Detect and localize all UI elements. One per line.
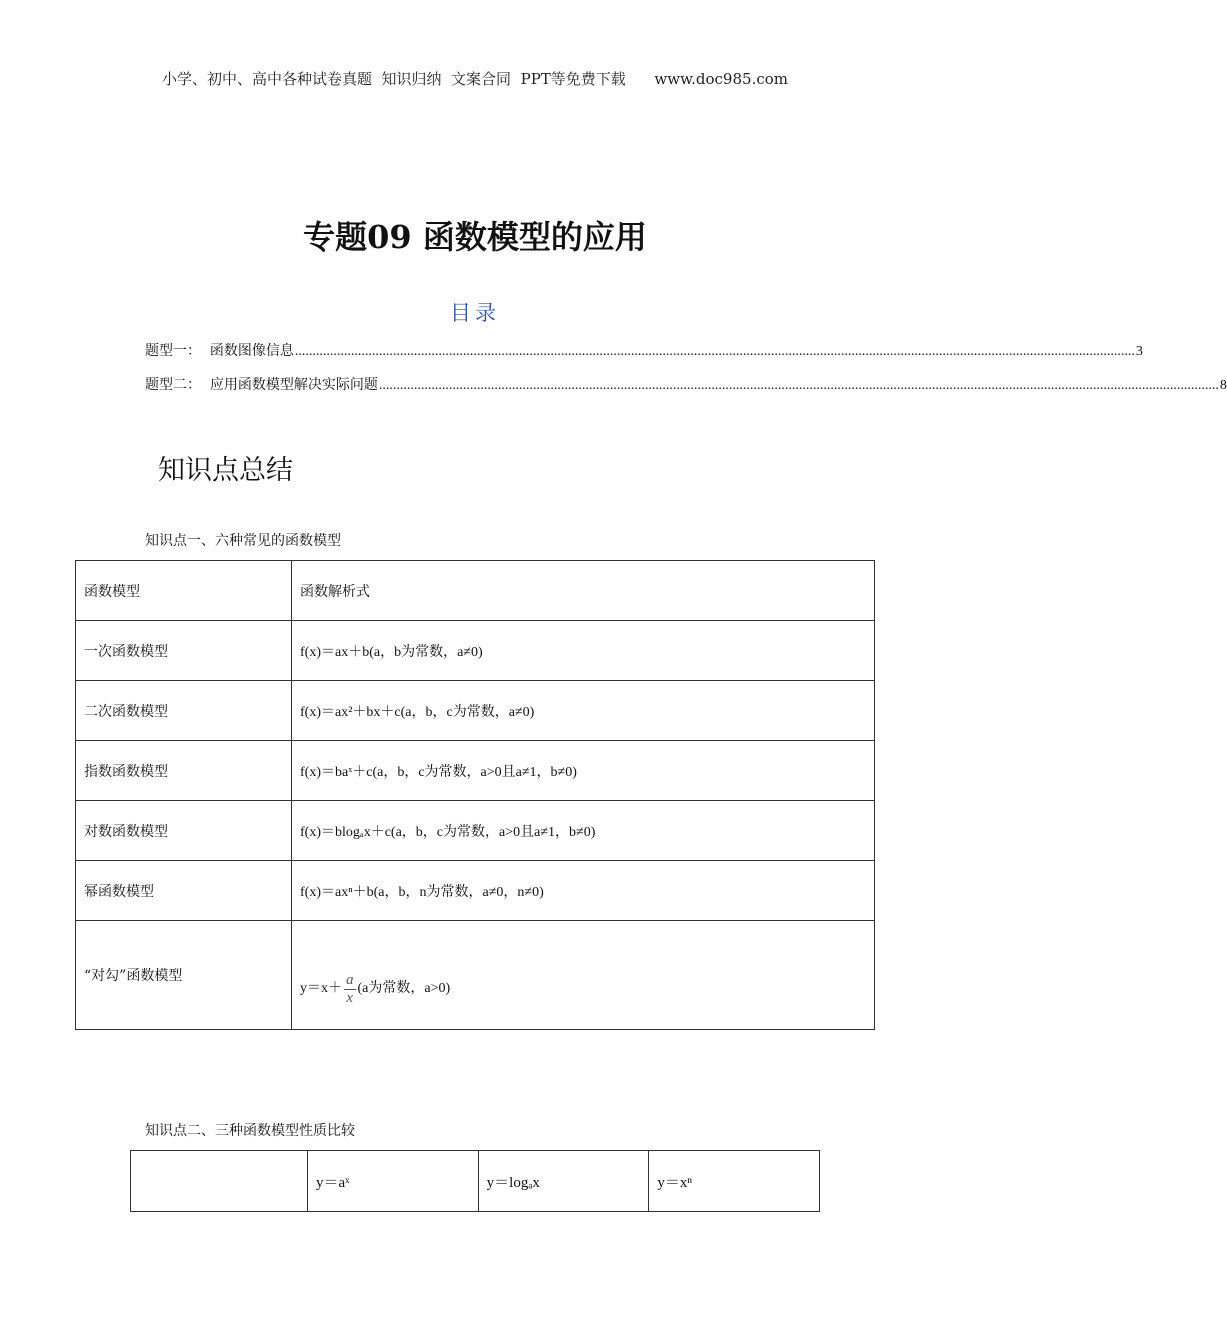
header-cell-exponential: y＝aˣ (308, 1151, 479, 1212)
model-cell: 对数函数模型 (76, 801, 292, 861)
toc-heading: 目录 (450, 301, 500, 325)
toc-item-label: 题型二： 应用函数模型解决实际问题 (145, 377, 378, 393)
header-cell: 函数模型 (76, 561, 292, 621)
formula-prefix: y＝x＋ (300, 981, 342, 997)
fraction-denominator: x (346, 989, 354, 1006)
table-header-row (131, 1151, 820, 1212)
toc-item-page: 8 (1219, 378, 1227, 393)
kp1-title: 知识点一、六种常见的函数模型 (145, 533, 341, 549)
formula-cell: f(x)＝axⁿ＋b(a，b，n为常数，a≠0，n≠0) (292, 861, 875, 921)
formula-cell: f(x)＝baˣ＋c(a，b，c为常数，a>0且a≠1，b≠0) (292, 741, 875, 801)
section-title: 知识点总结 (158, 455, 293, 486)
function-models-table (75, 560, 875, 1030)
document-title: 专题09 函数模型的应用 (303, 218, 647, 256)
model-cell: 幂函数模型 (76, 861, 292, 921)
formula-cell: f(x)＝blogₐx＋c(a，b，c为常数，a>0且a≠1，b≠0) (292, 801, 875, 861)
header-cell: 函数解析式 (292, 561, 875, 621)
comparison-table (130, 1150, 820, 1212)
fraction-numerator: a (346, 971, 354, 988)
table-row (76, 741, 875, 801)
model-cell: 二次函数模型 (76, 681, 292, 741)
toc-item-label: 题型一： 函数图像信息 (145, 343, 294, 359)
model-cell: 一次函数模型 (76, 621, 292, 681)
model-cell: “对勾”函数模型 (76, 921, 292, 1030)
formula-expression (300, 971, 451, 1006)
toc-leader-dots: ................................................................................................................................................................................................................................................ (294, 344, 1135, 359)
toc-item-1[interactable] (145, 340, 1143, 362)
model-cell: 指数函数模型 (76, 741, 292, 801)
formula-cell: f(x)＝ax²＋bx＋c(a，b，c为常数，a≠0) (292, 681, 875, 741)
header-cell-logarithmic: y＝logₐx (478, 1151, 649, 1212)
header-cell-empty (131, 1151, 308, 1212)
page-header: 小学、初中、高中各种试卷真题 知识归纳 文案合同 PPT等免费下载 www.doc985.com (161, 70, 788, 88)
table-row (76, 681, 875, 741)
fraction (344, 972, 356, 1007)
toc-item-2[interactable] (145, 374, 1227, 396)
table-row (76, 861, 875, 921)
header-cell-power: y＝xⁿ (649, 1151, 820, 1212)
formula-cell: f(x)＝ax＋b(a，b为常数，a≠0) (292, 621, 875, 681)
toc-leader-dots: ................................................................................................................................................................................................................................................ (378, 378, 1219, 393)
table-header-row (76, 561, 875, 621)
kp2-title: 知识点二、三种函数模型性质比较 (145, 1123, 355, 1139)
table-row (76, 621, 875, 681)
table-row (76, 921, 875, 1030)
toc-item-page: 3 (1135, 344, 1143, 359)
formula-cell (292, 921, 875, 1030)
table-row (76, 801, 875, 861)
formula-suffix: (a为常数，a>0) (357, 981, 451, 997)
